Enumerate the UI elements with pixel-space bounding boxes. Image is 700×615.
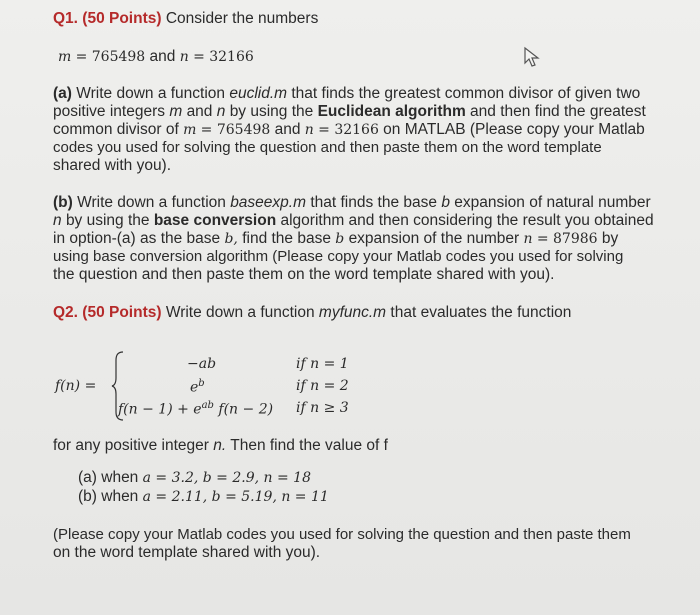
case-3-cond: if n ≥ 3 [296,400,349,416]
case-1-expr: −ab [187,356,217,372]
q2-note-line-2: on the word template shared with you). [53,544,321,561]
part-b-line-2: n by using the base conversion algorithm and then considering the result you obtained [53,212,654,229]
part-a-line-3: common divisor of m = 765498 and n = 32166 on MATLAB (Please copy your Matlab [53,121,645,138]
part-a-line-4: codes you used for solving the question and then paste them on the word template [53,139,602,156]
q2-heading: Q2. (50 Points) Write down a function myfunc.m that evaluates the function [53,304,572,321]
case-3-expr: $f(n - 1) + e^{ab}$ f(n − 2) [118,400,274,418]
q2-case-b: (b) when a = 2.11, b = 5.19, n = 11 [78,488,329,505]
q1-heading: Q1. (50 Points) Consider the numbers [53,10,319,27]
part-a-line-2: positive integers m and n by using the Euclidean algorithm and then find the greatest [53,103,646,120]
part-b-line-4: using base conversion algorithm (Please copy your Matlab codes you used for solving [53,248,624,265]
part-a-line-1: (a) Write down a function euclid.m that finds the greatest common divisor of given two [53,85,641,102]
part-a-line-5: shared with you). [53,157,172,174]
q2-note-line-1: (Please copy your Matlab codes you used for solving the question and then paste them [53,526,631,543]
q2-case-a: (a) when a = 3.2, b = 2.9, n = 18 [78,469,311,486]
case-1-cond: if n = 1 [296,356,349,372]
piecewise-lhs: f(n) = [55,378,97,394]
part-b-line-3: in option-(a) as the base b, find the base b expansion of the number n = 87986 by [53,230,619,247]
case-2-expr: $e^b$ [190,378,205,396]
q2-for-any: for any positive integer n. Then find the value of f [53,437,388,454]
case-2-cond: if n = 2 [296,378,349,394]
part-b-line-5: the question and then paste them on the word template shared with you). [53,266,555,283]
part-b-line-1: (b) Write down a function baseexp.m that finds the base b expansion of natural number [53,194,651,211]
q1-numbers: m = 765498 and n = 32166 [58,48,254,65]
mouse-pointer-icon [522,46,542,68]
